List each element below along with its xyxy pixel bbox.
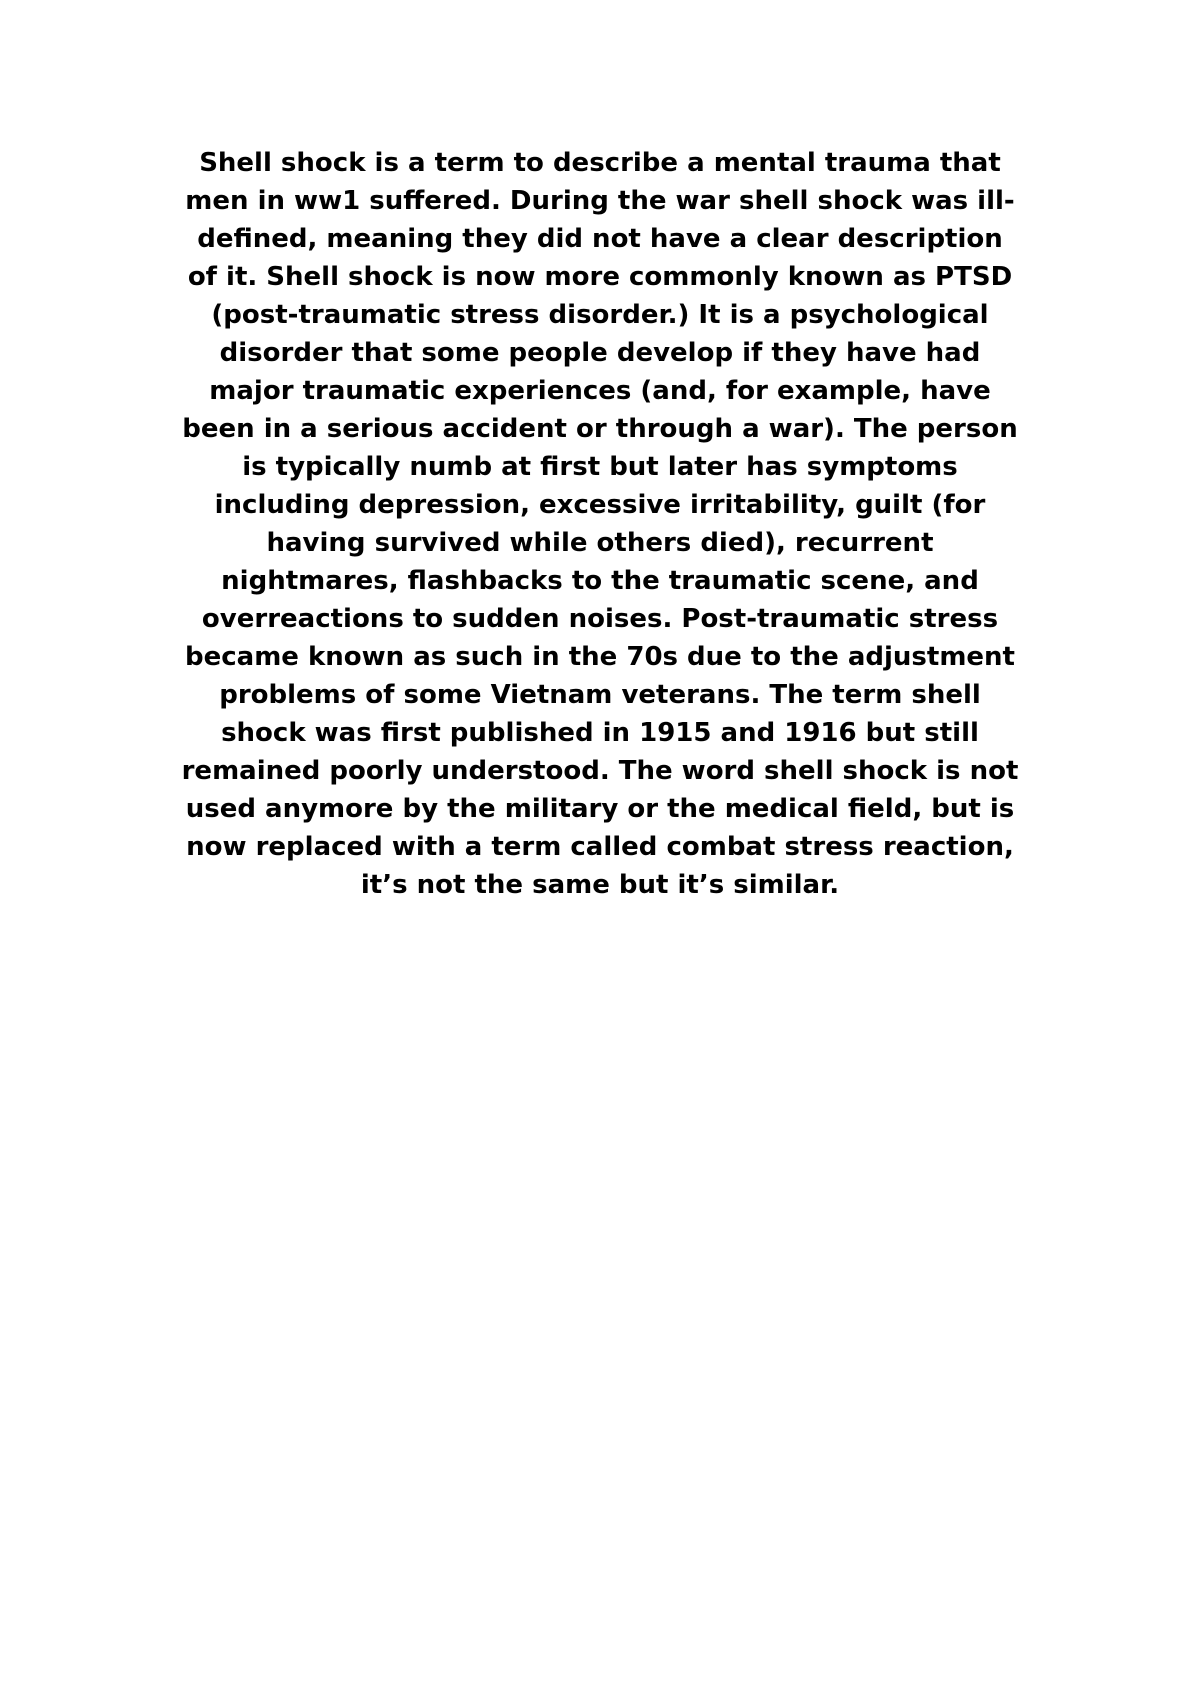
paragraph-line: been in a serious accident or through a war). The person xyxy=(182,414,1018,444)
paragraph-line: nightmares, flashbacks to the traumatic scene, and xyxy=(221,566,979,596)
paragraph-line: major traumatic experiences (and, for example, have xyxy=(209,376,991,406)
paragraph-line: men in ww1 suffered. During the war shell shock was ill- xyxy=(185,186,1015,216)
paragraph-line: of it. Shell shock is now more commonly known as PTSD xyxy=(187,262,1013,292)
paragraph-line: it’s not the same but it’s similar. xyxy=(360,870,840,900)
paragraph-line: disorder that some people develop if they have had xyxy=(219,338,981,368)
paragraph-line: now replaced with a term called combat stress reaction, xyxy=(186,832,1014,862)
paragraph-line: shock was first published in 1915 and 1916 but still xyxy=(221,718,979,748)
paragraph-line: used anymore by the military or the medical field, but is xyxy=(185,794,1015,824)
paragraph-line: having survived while others died), recurrent xyxy=(266,528,934,558)
paragraph-line: is typically numb at first but later has symptoms xyxy=(242,452,958,482)
paragraph-line: defined, meaning they did not have a clear description xyxy=(197,224,1003,254)
paragraph-line: (post-traumatic stress disorder.) It is a psychological xyxy=(211,300,989,330)
body-paragraph xyxy=(140,144,1060,904)
paragraph-line: problems of some Vietnam veterans. The term shell xyxy=(219,680,981,710)
paragraph-line: Shell shock is a term to describe a mental trauma that xyxy=(199,148,1001,178)
paragraph-line: including depression, excessive irritability, guilt (for xyxy=(214,490,986,520)
paragraph-line: remained poorly understood. The word shell shock is not xyxy=(181,756,1019,786)
paragraph-line: overreactions to sudden noises. Post-traumatic stress xyxy=(201,604,999,634)
paragraph-line: became known as such in the 70s due to the adjustment xyxy=(185,642,1015,672)
